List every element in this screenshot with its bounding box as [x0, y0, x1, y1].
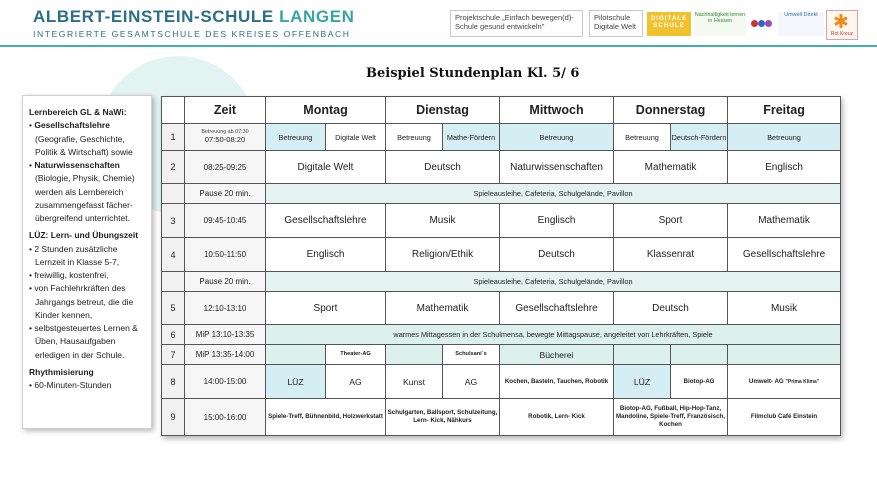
cell-freitag: Filmclub Café Einstein	[728, 399, 841, 436]
pilotschule-logo: Pilotschule Digitale Welt	[589, 10, 643, 37]
umwelt-ag-note: "Prima Klima"	[785, 378, 820, 385]
sidebar-item-text: (Geografie, Geschichte, Politik & Wirtschaft) sowie	[35, 133, 133, 157]
row-number-empty	[162, 272, 185, 292]
row-time	[185, 124, 266, 151]
cell-freitag: Gesellschaftslehre	[728, 238, 841, 272]
pause-activities: Spieleausleihe, Cafeteria, Schulgelände, Pavillon	[266, 184, 841, 204]
cell-mittwoch: Betreuung	[500, 124, 614, 151]
cell-mittwoch: Kochen, Basteln, Tauchen, Robotik	[500, 365, 614, 399]
pause-activities: Spieleausleihe, Cafeteria, Schulgelände, Pavillon	[266, 272, 841, 292]
cell-mittwoch: Bücherei	[500, 345, 614, 365]
cell-mittwoch: Robotik, Lern- Kick	[500, 399, 614, 436]
partner-dots-logo	[750, 12, 772, 36]
cell-dienstag-a: Betreuung	[386, 124, 443, 151]
row-time: 08:25-09:25	[185, 151, 266, 184]
row-number-empty	[162, 184, 185, 204]
cell-donnerstag: Sport	[614, 204, 728, 238]
pause-row	[162, 272, 841, 292]
cell-dienstag: Deutsch	[386, 151, 500, 184]
cell-mittwoch: Englisch	[500, 204, 614, 238]
row-time: MiP 13:10-13:35	[185, 325, 266, 345]
table-row	[162, 204, 841, 238]
umwelt-ag-label: Umwelt- AG	[748, 377, 784, 385]
cell-freitag: Musik	[728, 292, 841, 325]
cell-montag-a	[266, 345, 326, 365]
header-zeit: Zeit	[185, 97, 266, 124]
sidebar-heading-luez: LÜZ: Lern- und Übungszeit	[29, 230, 139, 241]
pause-row	[162, 184, 841, 204]
cell-montag: Digitale Welt	[266, 151, 386, 184]
sidebar-item-luez-3: • von Fachlehrkräften des Jahrgangs betreut, die die Kinder kennen,	[29, 283, 134, 320]
cell-dienstag-a	[386, 345, 443, 365]
table-row	[162, 151, 841, 184]
table-header-row	[162, 97, 841, 124]
school-subtitle: INTEGRIERTE GESAMTSCHULE DES KREISES OFFENBACH	[33, 29, 351, 39]
cell-dienstag: Musik	[386, 204, 500, 238]
table-row	[162, 365, 841, 399]
header-mittwoch: Mittwoch	[500, 97, 614, 124]
school-city: LANGEN	[279, 7, 355, 26]
header-montag: Montag	[266, 97, 386, 124]
row-time: 10:50-11:50	[185, 238, 266, 272]
table-row	[162, 399, 841, 436]
page-title: Beispiel Stundenplan Kl. 5/ 6	[366, 66, 580, 81]
sidebar-item-luez-1: • 2 Stunden zusätzliche Lernzeit in Klasse 5-7,	[29, 243, 120, 267]
star-figure-icon: ✱	[833, 12, 849, 33]
header-divider	[0, 45, 877, 47]
betreuung-note: Betreuung ab 07:30	[201, 128, 249, 135]
cell-dienstag-b: AG	[443, 365, 500, 399]
cell-donnerstag-b: Deutsch-Fördern	[671, 124, 728, 151]
sidebar-heading-rhythmisierung: Rhythmisierung	[29, 366, 94, 377]
school-name-text: ALBERT-EINSTEIN-SCHULE	[33, 7, 274, 26]
cell-montag-a: LÜZ	[266, 365, 326, 399]
row-number: 2	[162, 151, 185, 184]
sidebar-item-text: 60-Minuten-Stunden	[34, 380, 112, 390]
time-range: 07:50-08:20	[204, 134, 246, 144]
cell-donnerstag-a	[614, 345, 671, 365]
row-time: 12:10-13:10	[185, 292, 266, 325]
cell-montag-b: Theater-AG	[326, 345, 386, 365]
cell-donnerstag: Mathematik	[614, 151, 728, 184]
cell-dienstag: Mathematik	[386, 292, 500, 325]
cell-freitag	[728, 345, 841, 365]
row-number: 3	[162, 204, 185, 238]
cell-dienstag-b: Schulsani´s	[443, 345, 500, 365]
sidebar-item-naturwissenschaften: • Naturwissenschaften (Biologie, Physik, Chemie) werden als Lernbereich zusammengefasst fächer-übergreifend unterrichtet.	[29, 160, 135, 223]
row-time: 15:00-16:00	[185, 399, 266, 436]
row-number: 7	[162, 345, 185, 365]
cell-mittwoch: Deutsch	[500, 238, 614, 272]
sidebar-item-text: (Biologie, Physik, Chemie) werden als Lernbereich zusammengefasst fächer-übergreifend unterrichtet.	[35, 173, 135, 223]
cell-donnerstag: Deutsch	[614, 292, 728, 325]
sidebar-item-text: freiwillig, kostenfrei,	[34, 270, 109, 280]
info-sidebar	[22, 95, 152, 429]
cell-donnerstag: Biotop-AG, Fußball, Hip-Hop-Tanz, Mandoline, Spiele-Treff, Französisch, Kochen	[614, 399, 728, 436]
cell-donnerstag-a: LÜZ	[614, 365, 671, 399]
cell-montag: Sport	[266, 292, 386, 325]
projektschule-logo: Projektschule „Einfach bewegen(d)- Schule gesund entwickeln"	[450, 10, 583, 37]
row-number: 4	[162, 238, 185, 272]
cell-montag-b: AG	[326, 365, 386, 399]
sidebar-item-head: Gesellschaftslehre	[34, 120, 110, 131]
row-number: 1	[162, 124, 185, 151]
lunch-break: warmes Mittagessen in der Schulmensa, bewegte Mittagspause, angeleitet von Lehrkräften, Spiele	[266, 325, 841, 345]
cell-freitag: Mathematik	[728, 204, 841, 238]
cell-montag: Spiele-Treff, Bühnenbild, Holzwerkstatt	[266, 399, 386, 436]
timetable	[161, 96, 841, 436]
digitale-schule-logo: DIGITALE SCHULE	[647, 12, 691, 36]
cell-dienstag: Religion/Ethik	[386, 238, 500, 272]
table-row	[162, 292, 841, 325]
cell-freitag: Englisch	[728, 151, 841, 184]
sidebar-heading-lernbereich: Lernbereich GL & NaWi:	[29, 107, 127, 117]
row-number: 8	[162, 365, 185, 399]
sidebar-item-rhythmisierung: • 60-Minuten-Stunden	[29, 380, 112, 390]
cell-dienstag: Schulgarten, Ballsport, Schulzeitung, Lern- Kick, Nähkurs	[386, 399, 500, 436]
sidebar-item-luez-4: • selbstgesteuertes Lernen & Üben, Hausaufgaben erledigen in der Schule.	[29, 323, 138, 360]
cell-dienstag-a: Kunst	[386, 365, 443, 399]
school-name	[33, 7, 355, 27]
header-freitag: Freitag	[728, 97, 841, 124]
red-cross-logo-text: Rot Kreuz	[830, 31, 854, 37]
cell-freitag: Betreuung	[728, 124, 841, 151]
row-time: 14:00-15:00	[185, 365, 266, 399]
cell-dienstag-b: Mathe-Fördern	[443, 124, 500, 151]
cell-mittwoch: Naturwissenschaften	[500, 151, 614, 184]
cell-donnerstag-b: Biotop-AG	[671, 365, 728, 399]
cell-montag-b: Digitale Welt	[326, 124, 386, 151]
header-num	[162, 97, 185, 124]
page-header	[0, 0, 877, 46]
row-time: MiP 13:35-14:00	[185, 345, 266, 365]
red-cross-logo	[826, 10, 858, 40]
row-number: 6	[162, 325, 185, 345]
sidebar-item-gesellschaftslehre: • Gesellschaftslehre (Geografie, Geschichte, Politik & Wirtschaft) sowie	[29, 120, 133, 157]
row-number: 9	[162, 399, 185, 436]
sidebar-item-luez-2: • freiwillig, kostenfrei,	[29, 270, 109, 280]
pause-time: Pause 20 min.	[185, 184, 266, 204]
cell-freitag	[728, 365, 841, 399]
umwelt-direkt-logo: Umwelt Direkt	[778, 12, 824, 36]
table-row	[162, 345, 841, 365]
nachhaltigkeit-logo: Nachhaltigkeit lernen in Hessen	[694, 12, 746, 36]
header-dienstag: Dienstag	[386, 97, 500, 124]
sidebar-item-head: Naturwissenschaften	[34, 160, 120, 170]
table-row	[162, 238, 841, 272]
cell-donnerstag-b	[671, 345, 728, 365]
cell-montag: Englisch	[266, 238, 386, 272]
cell-donnerstag: Klassenrat	[614, 238, 728, 272]
row-number: 5	[162, 292, 185, 325]
sidebar-item-text: selbstgesteuertes Lernen & Üben, Hausaufgaben erledigen in der Schule.	[34, 323, 138, 360]
row-time: 09:45-10:45	[185, 204, 266, 238]
sidebar-item-text: 2 Stunden zusätzliche Lernzeit in Klasse 5-7,	[34, 243, 120, 267]
header-donnerstag: Donnerstag	[614, 97, 728, 124]
table-row	[162, 325, 841, 345]
cell-montag-a: Betreuung	[266, 124, 326, 151]
sidebar-item-text: von Fachlehrkräften des Jahrgangs betreut, die die Kinder kennen,	[34, 283, 134, 320]
cell-mittwoch: Gesellschaftslehre	[500, 292, 614, 325]
table-row	[162, 124, 841, 151]
cell-donnerstag-a: Betreuung	[614, 124, 671, 151]
cell-montag: Gesellschaftslehre	[266, 204, 386, 238]
pause-time: Pause 20 min.	[185, 272, 266, 292]
